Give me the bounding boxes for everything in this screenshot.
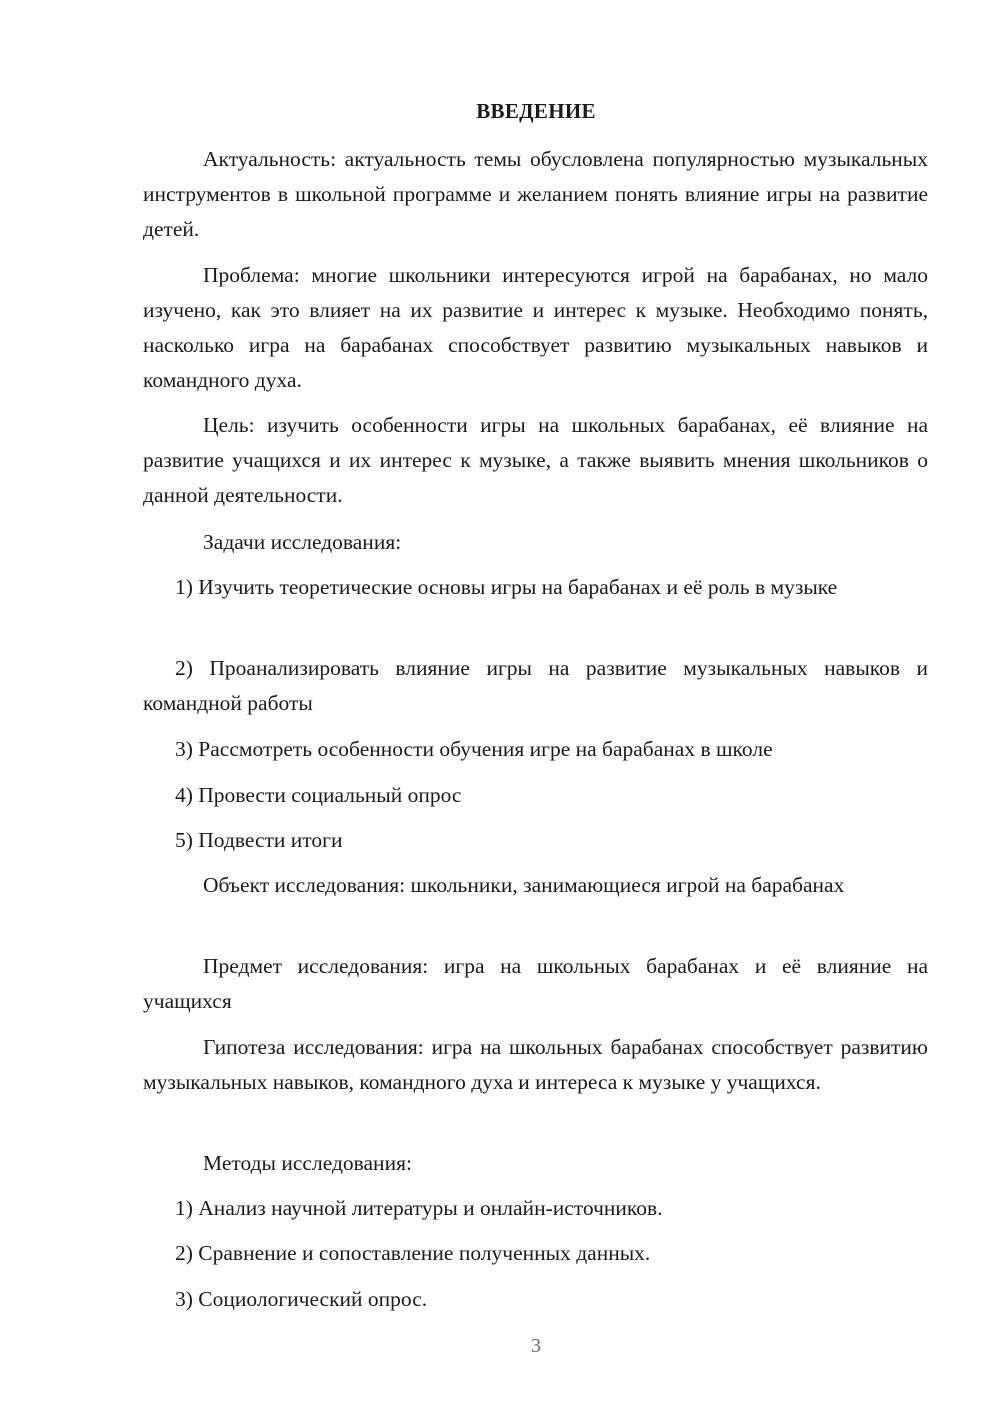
hypothesis-paragraph: Гипотеза исследования: игра на школьных барабанах способствует развитию музыкальных навыков, командного духа и интереса к музыке у учащихся. bbox=[143, 1035, 928, 1094]
task-item: 4) Провести социальный опрос bbox=[175, 783, 462, 807]
subject-paragraph: Предмет исследования: игра на школьных барабанах и её влияние на учащихся bbox=[143, 954, 928, 1013]
page-number: 3 bbox=[531, 1335, 541, 1357]
object-paragraph: Объект исследования: школьники, занимающиеся игрой на барабанах bbox=[203, 873, 845, 897]
tasks-heading: Задачи исследования: bbox=[203, 530, 402, 554]
problem-paragraph: Проблема: многие школьники интересуются игрой на барабанах, но мало изучено, как это влияет на их развитие и интерес к музыке. Необходимо понять, насколько игра на барабанах способствует развитию музыкальных навыков и командного духа. bbox=[143, 263, 928, 392]
task-item: 3) Рассмотреть особенности обучения игре на барабанах в школе bbox=[175, 737, 773, 761]
task-item: 1) Изучить теоретические основы игры на барабанах и её роль в музыке bbox=[175, 575, 838, 599]
method-item: 3) Социологический опрос. bbox=[175, 1287, 428, 1311]
method-item: 1) Анализ научной литературы и онлайн-источников. bbox=[175, 1196, 663, 1220]
method-item: 2) Сравнение и сопоставление полученных данных. bbox=[175, 1241, 651, 1265]
task-item: 2) Проанализировать влияние игры на развитие музыкальных навыков и командной работы bbox=[143, 656, 928, 715]
relevance-paragraph: Актуальность: актуальность темы обусловлена популярностью музыкальных инструментов в школьной программе и желанием понять влияние игры на развитие детей. bbox=[143, 147, 928, 241]
goal-paragraph: Цель: изучить особенности игры на школьных барабанах, её влияние на развитие учащихся и их интерес к музыке, а также выявить мнения школьников о данной деятельности. bbox=[143, 413, 928, 507]
section-heading: ВВЕДЕНИЕ bbox=[476, 99, 596, 123]
task-item: 5) Подвести итоги bbox=[175, 828, 343, 852]
methods-heading: Методы исследования: bbox=[203, 1151, 412, 1175]
